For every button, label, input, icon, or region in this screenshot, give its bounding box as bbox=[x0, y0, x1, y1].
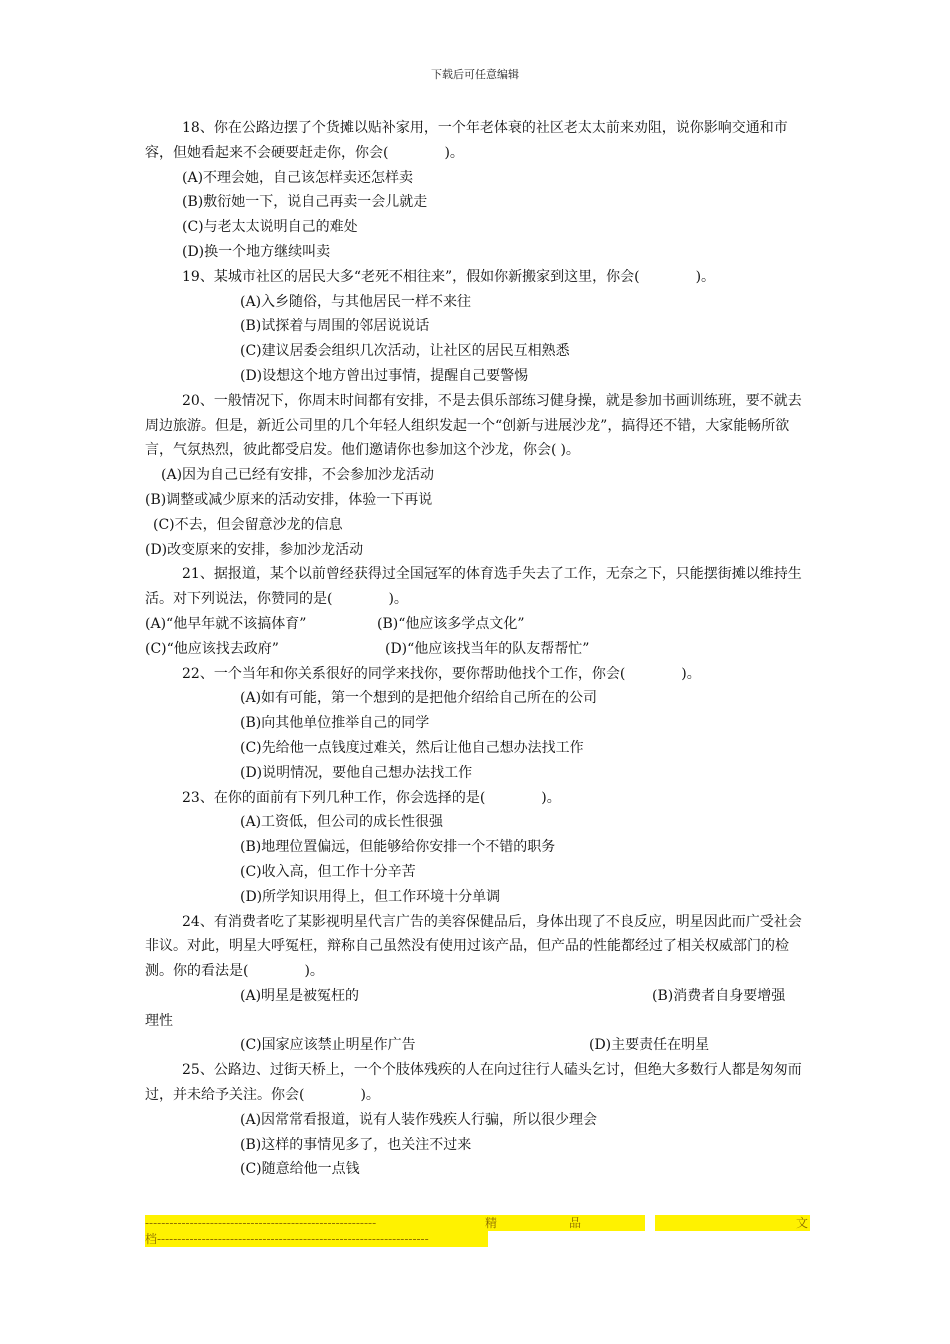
option-19-c: (C)建议居委会组织几次活动，让社区的居民互相熟悉 bbox=[240, 343, 570, 360]
option-22-d: (D)说明情况，要他自己想办法找工作 bbox=[240, 764, 473, 781]
option-24-c: (C)国家应该禁止明星作广告 bbox=[240, 1037, 416, 1054]
options-21-row-1 bbox=[145, 612, 810, 637]
question-24: 24、有消费者吃了某影视明星代言广告的美容保健品后，身体出现了不良反应，明星因此而广受社会非议。对此，明星大呼冤枉，辩称自己虽然没有使用过该产品，但产品的性能都经过了相关权威部门的检测。你的看法是( )。 bbox=[145, 913, 802, 980]
option-19-d: (D)设想这个地方曾出过事情，提醒自己要警惕 bbox=[240, 367, 529, 384]
option-21-d: (D)“他应该找当年的队友帮帮忙” bbox=[385, 640, 590, 657]
question-21: 21、据报道，某个以前曾经获得过全国冠军的体育选手失去了工作，无奈之下，只能摆街摊以维持生活。对下列说法，你赞同的是( )。 bbox=[145, 566, 802, 608]
footer-line-2: 档------------------------------------------------------------------- bbox=[145, 1231, 488, 1247]
options-21-row-2 bbox=[145, 637, 810, 662]
option-24-a: (A)明星是被冤枉的 bbox=[240, 987, 360, 1004]
option-18-a: (A)不理会她，自己该怎样卖还怎样卖 bbox=[182, 169, 414, 186]
option-23-b: (B)地理位置偏远，但能够给你安排一个不错的职务 bbox=[240, 839, 556, 856]
question-23: 23、在你的面前有下列几种工作，你会选择的是( )。 bbox=[182, 789, 561, 806]
footer-char-2: 品 bbox=[569, 1216, 582, 1230]
option-19-b: (B)试探着与周围的邻居说说话 bbox=[240, 318, 430, 335]
options-24-row-2 bbox=[145, 1033, 810, 1058]
question-22: 22、一个当年和你关系很好的同学来找你，要你帮助他找个工作，你会( )。 bbox=[182, 665, 701, 682]
option-20-b: (B)调整或减少原来的活动安排，体验一下再说 bbox=[145, 491, 433, 508]
option-21-b: (B)“他应该多学点文化” bbox=[377, 615, 525, 632]
footer-char-3: 文 bbox=[796, 1216, 809, 1230]
option-18-b: (B)敷衍她一下，说自己再卖一会儿就走 bbox=[182, 194, 428, 211]
option-18-d: (D)换一个地方继续叫卖 bbox=[182, 243, 331, 260]
option-25-a: (A)因常常看报道，说有人装作残疾人行骗，所以很少理会 bbox=[240, 1111, 598, 1128]
option-23-c: (C)收入高，但工作十分辛苦 bbox=[240, 863, 416, 880]
options-24-row-1 bbox=[145, 984, 810, 1009]
option-20-c: (C)不去，但会留意沙龙的信息 bbox=[153, 516, 343, 533]
question-18: 18、你在公路边摆了个货摊以贴补家用，一个年老体衰的社区老太太前来劝阻，说你影响交通和市容，但她看起来不会硬要赶走你，你会( )。 bbox=[145, 120, 788, 161]
question-20: 20、一般情况下，你周末时间都有安排，不是去俱乐部练习健身操，就是参加书画训练班，要不就去周边旅游。但是，新近公司里的几个年轻人组织发起一个“创新与进展沙龙”，搞得还不错，大家能畅所欲言，气氛热烈，彼此都受启发。他们邀请你也参加这个沙龙，你会( )。 bbox=[145, 392, 802, 459]
option-22-a: (A)如有可能，第一个想到的是把他介绍给自己所在的公司 bbox=[240, 690, 598, 707]
page-footer bbox=[145, 1215, 810, 1247]
footer-dashes: --------------------------------------------------------- bbox=[145, 1216, 377, 1230]
option-22-c: (C)先给他一点钱度过难关，然后让他自己想办法找工作 bbox=[240, 739, 584, 756]
option-21-c: (C)“他应该找去政府” bbox=[145, 640, 279, 657]
option-20-a: (A)因为自己已经有安排，不会参加沙龙活动 bbox=[161, 467, 435, 484]
option-23-d: (D)所学知识用得上，但工作环境十分单调 bbox=[240, 888, 501, 905]
option-25-c: (C)随意给他一点钱 bbox=[240, 1161, 360, 1178]
option-24-b: (B)消费者自身要增强 bbox=[652, 987, 786, 1004]
option-24-b-continued: 理性 bbox=[145, 1012, 173, 1029]
option-18-c: (C)与老太太说明自己的难处 bbox=[182, 219, 358, 236]
question-19: 19、某城市社区的居民大多“老死不相往来”，假如你新搬家到这里，你会( )。 bbox=[182, 268, 716, 285]
page-header: 下载后可任意编辑 bbox=[431, 68, 519, 81]
question-25: 25、公路边、过街天桥上，一个个肢体残疾的人在向过往行人磕头乞讨，但绝大多数行人都是匆匆而过，并未给予关注。你会( )。 bbox=[145, 1062, 802, 1104]
option-19-a: (A)入乡随俗，与其他居民一样不来往 bbox=[240, 293, 472, 310]
footer-char-1: 精 bbox=[485, 1216, 498, 1230]
option-20-d: (D)改变原来的安排，参加沙龙活动 bbox=[145, 541, 364, 558]
option-23-a: (A)工资低，但公司的成长性很强 bbox=[240, 814, 444, 831]
option-25-b: (B)这样的事情见多了，也关注不过来 bbox=[240, 1136, 472, 1153]
option-21-a: (A)“他早年就不该搞体育” bbox=[145, 615, 307, 632]
footer-line-1 bbox=[145, 1215, 810, 1231]
option-24-d: (D)主要责任在明星 bbox=[589, 1037, 710, 1054]
question-list bbox=[145, 116, 810, 1182]
option-22-b: (B)向其他单位推举自己的同学 bbox=[240, 715, 430, 732]
